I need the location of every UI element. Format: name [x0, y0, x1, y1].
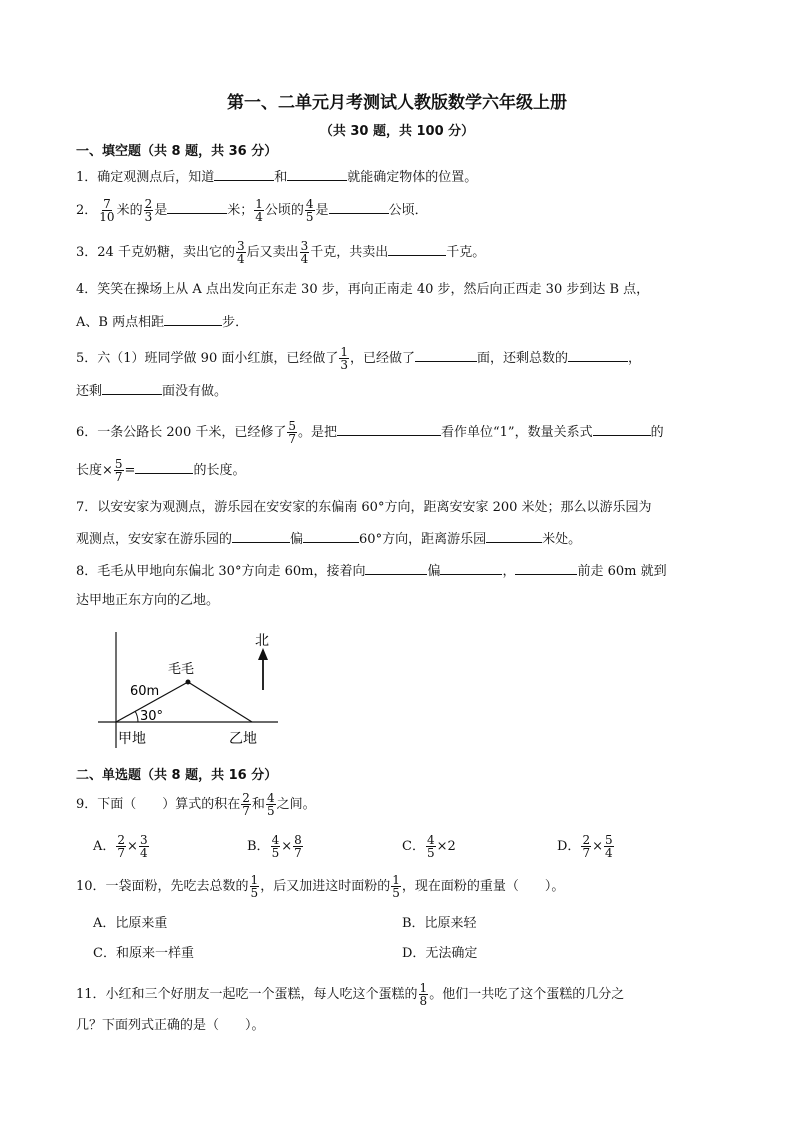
q10-f2-denominator: 5 [392, 886, 400, 900]
q2-fraction-3 [254, 198, 264, 223]
q1-text-b: 和 [274, 170, 288, 185]
q10-text-b: ，后又加进这时面粉的 [260, 879, 391, 894]
q6-text-e: 长度× [76, 463, 113, 478]
q6-f2-numerator: 5 [114, 457, 123, 471]
q2-text-c: 米； [227, 203, 254, 218]
q3-fraction-2 [300, 240, 310, 265]
q9-oa-d1: 7 [117, 846, 126, 860]
q3-text-a: 3．24 千克奶糖，卖出它的 [76, 245, 235, 260]
q3-f1-denominator: 4 [236, 252, 245, 266]
q2-text-d: 公顷的 [264, 203, 304, 218]
question-7-line-2 [76, 528, 581, 550]
q5-text-d: ， [628, 351, 642, 366]
q5-text-e: 还剩 [76, 384, 103, 399]
q9-oc-d1: 5 [426, 846, 435, 860]
q8-blank-3[interactable] [515, 560, 577, 575]
question-2 [76, 198, 428, 223]
q2-f1-numerator: 7 [103, 197, 111, 211]
q9-option-c[interactable] [402, 834, 456, 859]
q6-f1-denominator: 7 [288, 432, 296, 446]
q1-text-a: 1．确定观测点后，知道 [76, 170, 215, 185]
q2-text-a: 米的 [116, 203, 143, 218]
q5-numerator: 1 [340, 345, 348, 359]
q2-text-e: 是 [315, 203, 329, 218]
q10-option-a[interactable]: A．比原来重 [93, 916, 168, 931]
q9-option-d-op: × [592, 839, 603, 854]
q9-option-c-op: ×2 [436, 839, 456, 854]
q10-fraction-1 [250, 874, 260, 899]
q6-text-g: 的长度。 [193, 463, 246, 478]
q2-blank-2[interactable] [329, 199, 389, 214]
q9-od-n1: 2 [582, 833, 591, 847]
q1-text-c: 就能确定物体的位置。 [347, 170, 478, 185]
q2-blank-1[interactable] [167, 199, 227, 214]
q9-ob-d1: 5 [271, 846, 280, 860]
q9-option-b-frac-2 [293, 834, 303, 859]
q3-text-c: 千克，共卖出 [310, 245, 389, 260]
q7-text-b: 偏 [290, 532, 304, 547]
question-8-line-2: 达甲地正东方向的乙地。 [76, 593, 220, 608]
q3-f2-denominator: 4 [300, 252, 309, 266]
north-label: 北 [255, 633, 269, 649]
question-3 [76, 240, 485, 265]
q6-blank-3[interactable] [135, 459, 193, 474]
q9-option-a-label: A． [93, 839, 116, 854]
path-to-yidi [188, 682, 252, 722]
q4-blank[interactable] [164, 311, 222, 326]
q5-text-a: 5．六（1）班同学做 90 面小红旗，已经做了 [76, 351, 339, 366]
q3-text-b: 后又卖出 [246, 245, 299, 260]
q10-text-c: ，现在面粉的重量（ ）。 [401, 879, 565, 894]
q7-blank-1[interactable] [232, 528, 290, 543]
q3-f2-numerator: 3 [300, 239, 309, 253]
page-subtitle: （共 30 题，共 100 分） [319, 124, 475, 139]
q5-blank-2[interactable] [568, 347, 628, 362]
q9-fraction-2 [266, 792, 276, 817]
q9-f2-numerator: 4 [266, 791, 275, 805]
question-4-line-2 [76, 311, 248, 333]
q5-text-f: 面没有做。 [162, 384, 228, 399]
q8-blank-1[interactable] [365, 560, 427, 575]
q2-text-f: 公顷． [388, 203, 428, 218]
q8-text-d: 前走 60m 就到 [577, 564, 667, 579]
q9-od-n2: 5 [604, 833, 613, 847]
maomao-label: 毛毛 [168, 662, 195, 677]
q9-fraction-1 [241, 792, 251, 817]
q9-oa-d2: 4 [139, 846, 148, 860]
q11-text-a: 11．小红和三个好朋友一起吃一个蛋糕，每人吃这个蛋糕的 [76, 987, 418, 1002]
q2-f3-denominator: 4 [255, 210, 263, 224]
q6-text-a: 6．一条公路长 200 千米，已经修了 [76, 425, 287, 440]
q2-f4-numerator: 4 [305, 197, 314, 211]
q9-option-d-frac-2 [604, 834, 614, 859]
q9-option-d-frac-1 [581, 834, 591, 859]
angle-label: 30° [140, 709, 164, 724]
q9-text-a: 9．下面（ ）算式的积在 [76, 797, 241, 812]
q5-text-c: 面，还剩总数的 [477, 351, 569, 366]
q2-fraction-1 [98, 198, 115, 223]
q8-text-a: 8．毛毛从甲地向东偏北 30°方向走 60m，接着向 [76, 564, 366, 579]
q11-numerator: 1 [419, 981, 428, 995]
q2-f3-numerator: 1 [255, 197, 263, 211]
q5-blank-3[interactable] [102, 380, 162, 395]
question-6-line-2 [76, 458, 245, 483]
q7-text-a: 观测点，安安家在游乐园的 [76, 532, 233, 547]
q6-text-b: 。是把 [298, 425, 338, 440]
distance-label: 60m [130, 684, 160, 699]
q9-option-a[interactable] [93, 834, 150, 859]
q2-f2-numerator: 2 [144, 197, 153, 211]
q10-f2-numerator: 1 [392, 873, 400, 887]
q3-text-d: 千克。 [446, 245, 486, 260]
q10-option-c[interactable]: C．和原来一样重 [93, 946, 194, 961]
q2-f2-denominator: 3 [144, 210, 153, 224]
q1-blank-1[interactable] [214, 166, 274, 181]
q11-text-b: 。他们一共吃了这个蛋糕的几分之 [429, 987, 625, 1002]
page-title: 第一、二单元月考测试人教版数学六年级上册 [227, 93, 567, 113]
q9-od-d1: 7 [582, 846, 591, 860]
question-1 [76, 166, 477, 188]
q9-option-b-frac-1 [271, 834, 281, 859]
q5-fraction [339, 346, 349, 371]
q7-text-c: 60°方向，距离游乐园 [359, 532, 487, 547]
q9-option-d[interactable] [557, 834, 615, 859]
q11-denominator: 8 [419, 994, 428, 1008]
q2-number: 2． [76, 203, 98, 218]
q9-option-a-frac-2 [139, 834, 149, 859]
q9-option-b[interactable] [247, 834, 304, 859]
q6-blank-2[interactable] [593, 421, 651, 436]
question-11-line-2: 几？下面列式正确的是（ ）。 [76, 1018, 265, 1033]
question-4-line-1: 4．笑笑在操场上从 A 点出发向正东走 30 步，再向正南走 40 步，然后向正西走 30 步到达 B 点， [76, 282, 650, 297]
q10-fraction-2 [391, 874, 401, 899]
q9-f1-denominator: 7 [242, 804, 250, 818]
q6-text-c: 看作单位“1”，数量关系式 [441, 425, 593, 440]
question-7-line-1: 7．以安安家为观测点，游乐园在安安家的东偏南 60°方向，距离安安家 200 米处；那么以游乐园为 [76, 500, 652, 515]
q8-blank-2[interactable] [440, 560, 502, 575]
q3-f1-numerator: 3 [236, 239, 245, 253]
q2-f1-denominator: 10 [99, 210, 115, 224]
q10-option-d[interactable]: D．无法确定 [402, 946, 478, 961]
q5-text-b: ，已经做了 [350, 351, 416, 366]
q9-ob-d2: 7 [294, 846, 302, 860]
q10-option-b[interactable]: B．比原来轻 [402, 916, 477, 931]
q6-text-f: = [124, 463, 136, 478]
q9-option-a-op: × [127, 839, 138, 854]
question-5-line-1 [76, 346, 641, 371]
q4-text-b: 步． [222, 315, 249, 330]
q9-option-c-label: C． [402, 839, 425, 854]
q9-text-c: 之间。 [276, 797, 316, 812]
q3-blank[interactable] [388, 241, 446, 256]
q8-text-b: 偏 [427, 564, 441, 579]
direction-diagram [96, 628, 286, 750]
q3-fraction-1 [236, 240, 246, 265]
q7-blank-2[interactable] [303, 528, 359, 543]
maomao-point [186, 680, 191, 685]
q9-oa-n1: 2 [117, 833, 126, 847]
q9-od-d2: 4 [604, 846, 613, 860]
q6-text-d: 的 [650, 425, 664, 440]
q10-f1-denominator: 5 [250, 886, 259, 900]
q9-f1-numerator: 2 [242, 791, 250, 805]
q9-option-c-frac [426, 834, 436, 859]
question-8-line-1 [76, 560, 667, 582]
q2-f4-denominator: 5 [305, 210, 314, 224]
q1-blank-2[interactable] [287, 166, 347, 181]
q9-ob-n2: 8 [294, 833, 302, 847]
q11-fraction [419, 982, 429, 1007]
yidi-label: 乙地 [229, 731, 257, 747]
q6-fraction-2 [114, 458, 124, 483]
q10-text-a: 10．一袋面粉，先吃去总数的 [76, 879, 249, 894]
q2-fraction-2 [144, 198, 154, 223]
q7-blank-3[interactable] [486, 528, 542, 543]
q9-option-b-label: B． [247, 839, 270, 854]
q6-fraction-1 [287, 420, 297, 445]
q9-option-d-label: D． [557, 839, 581, 854]
q9-option-a-frac-1 [116, 834, 126, 859]
q4-text-a: A、B 两点相距 [76, 315, 165, 330]
q6-blank-1[interactable] [337, 421, 441, 436]
question-5-line-2 [76, 380, 227, 402]
q2-text-b: 是 [154, 203, 168, 218]
q10-f1-numerator: 1 [250, 873, 259, 887]
section-title-fill-blank: 一、填空题（共 8 题，共 36 分） [76, 144, 278, 159]
q9-text-b: 和 [251, 797, 265, 812]
question-11-line-1 [76, 982, 624, 1007]
q7-text-d: 米处。 [542, 532, 582, 547]
north-arrow-head-icon [258, 648, 268, 660]
angle-arc [135, 711, 138, 722]
q2-fraction-4 [305, 198, 315, 223]
question-10 [76, 874, 564, 899]
q9-oc-n1: 4 [426, 833, 435, 847]
q9-ob-n1: 4 [271, 833, 280, 847]
q9-option-b-op: × [281, 839, 293, 854]
q6-f2-denominator: 7 [114, 470, 123, 484]
q6-f1-numerator: 5 [288, 419, 296, 433]
q8-text-c: ， [502, 564, 516, 579]
q9-f2-denominator: 5 [266, 804, 275, 818]
section-title-single-choice: 二、单选题（共 8 题，共 16 分） [76, 768, 278, 783]
q9-oa-n2: 3 [139, 833, 148, 847]
question-9 [76, 792, 316, 817]
q5-blank-1[interactable] [415, 347, 477, 362]
question-6-line-1 [76, 420, 664, 445]
jiadi-label: 甲地 [118, 731, 146, 747]
q5-denominator: 3 [340, 358, 348, 372]
